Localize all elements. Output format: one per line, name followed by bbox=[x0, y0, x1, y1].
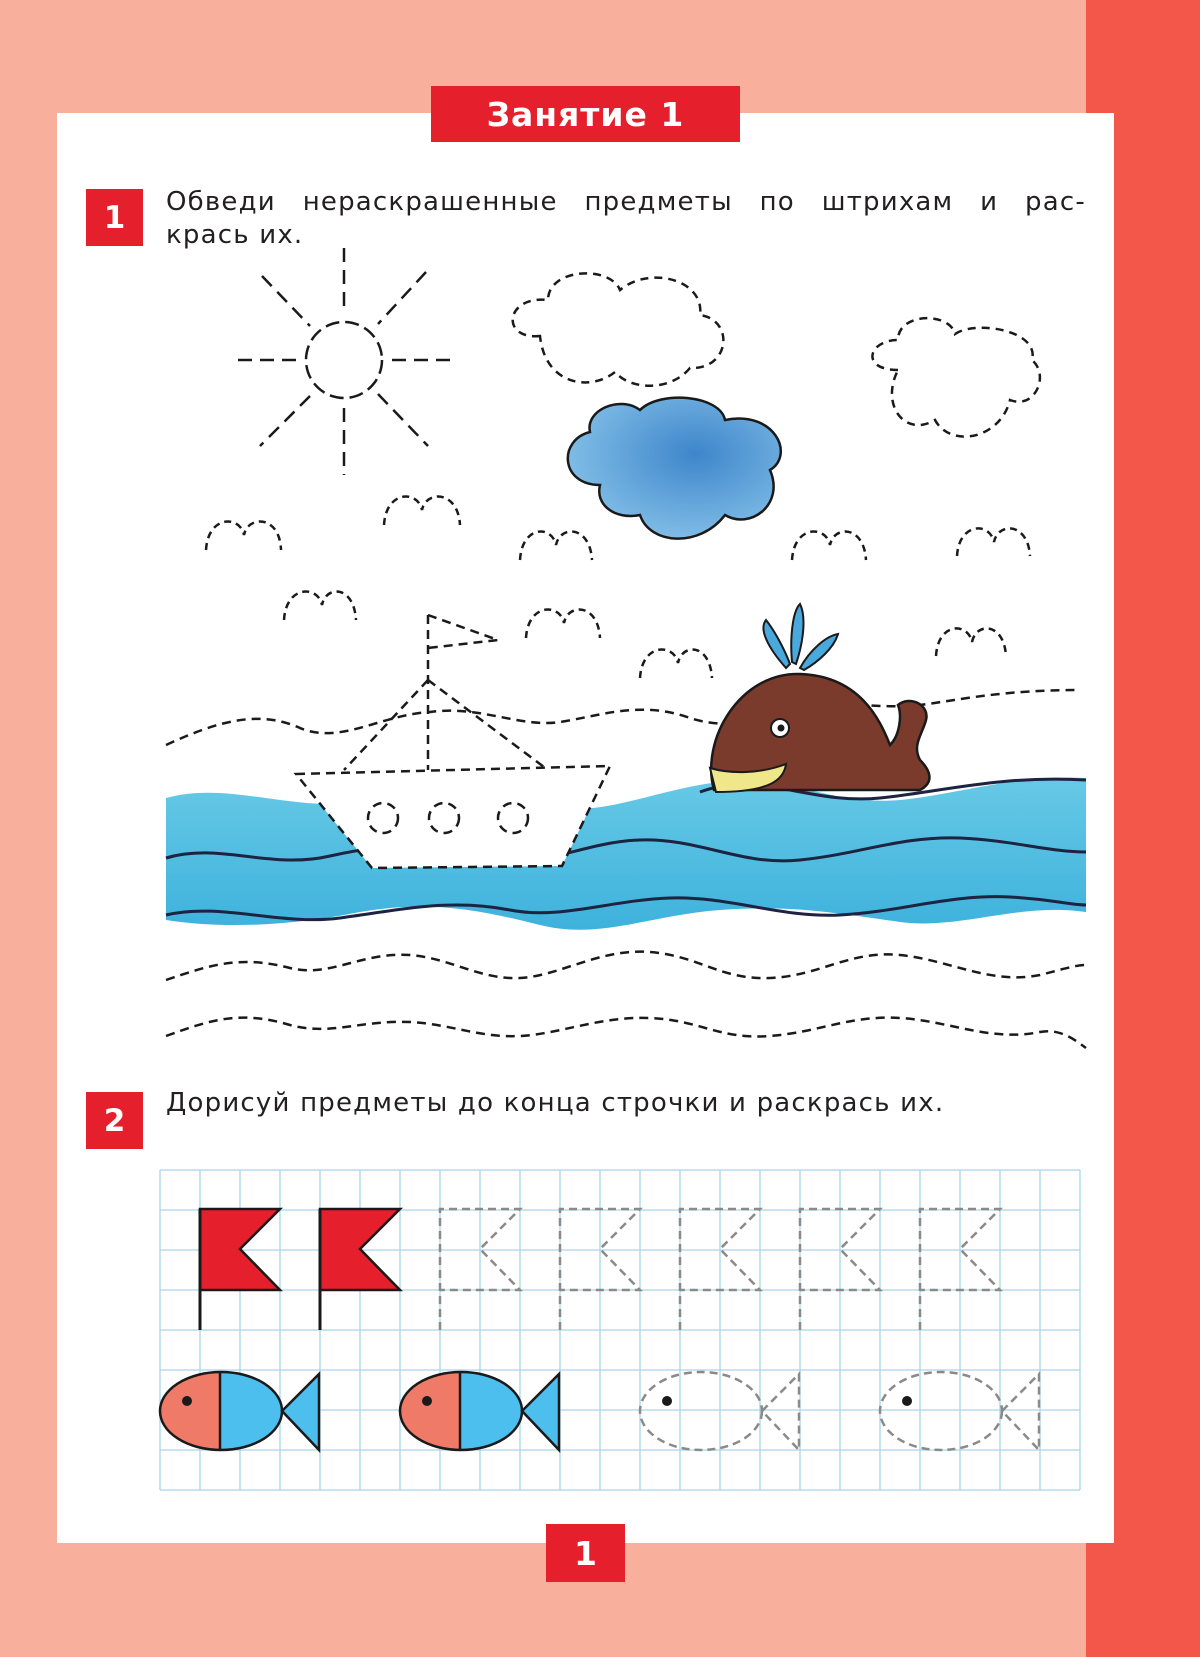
fish-eye bbox=[902, 1396, 912, 1406]
cloud-icon[interactable] bbox=[568, 398, 781, 539]
dashed-waves bbox=[166, 952, 1086, 1048]
seagull-icon[interactable] bbox=[526, 609, 600, 638]
cloud-icon[interactable] bbox=[513, 273, 724, 385]
cloud-icon[interactable] bbox=[872, 318, 1040, 436]
seagull-icon[interactable] bbox=[957, 528, 1030, 556]
instruction-word: Обведи bbox=[166, 187, 276, 217]
sun-icon[interactable] bbox=[238, 248, 458, 475]
fish-eye bbox=[662, 1396, 672, 1406]
seagull-icon[interactable] bbox=[206, 521, 281, 550]
instruction-word: рас- bbox=[1025, 187, 1086, 217]
whale-icon[interactable] bbox=[710, 604, 929, 792]
horizon-line bbox=[166, 690, 1080, 745]
instruction-word: и bbox=[980, 187, 999, 217]
seagull-icon[interactable] bbox=[792, 531, 866, 560]
task-1-instruction-line-2: крась их. bbox=[166, 220, 304, 250]
instruction-word: по bbox=[759, 187, 795, 217]
seagull-icon[interactable] bbox=[936, 628, 1006, 656]
fish-icon[interactable] bbox=[400, 1372, 559, 1450]
seagull-icon[interactable] bbox=[520, 531, 592, 560]
seagull-icon[interactable] bbox=[384, 496, 460, 525]
instruction-word: нераскрашенные bbox=[302, 187, 558, 217]
tracing-grid bbox=[160, 1170, 1080, 1490]
seagull-icon[interactable] bbox=[284, 591, 356, 620]
sea-water bbox=[166, 778, 1086, 930]
seagull-flock bbox=[206, 496, 1030, 678]
task-2-instruction: Дорисуй предметы до конца строчки и раскрась их. bbox=[166, 1088, 945, 1118]
fish-icon[interactable] bbox=[160, 1372, 319, 1450]
seagull-icon[interactable] bbox=[640, 649, 712, 678]
sailboat-icon[interactable] bbox=[296, 615, 610, 868]
page-number: 1 bbox=[546, 1524, 625, 1582]
task-1-number: 1 bbox=[86, 189, 143, 246]
instruction-word: предметы bbox=[584, 187, 733, 217]
task-2-number: 2 bbox=[86, 1092, 143, 1149]
instruction-word: штрихам bbox=[821, 187, 954, 217]
lesson-title: Занятие 1 bbox=[431, 86, 740, 142]
